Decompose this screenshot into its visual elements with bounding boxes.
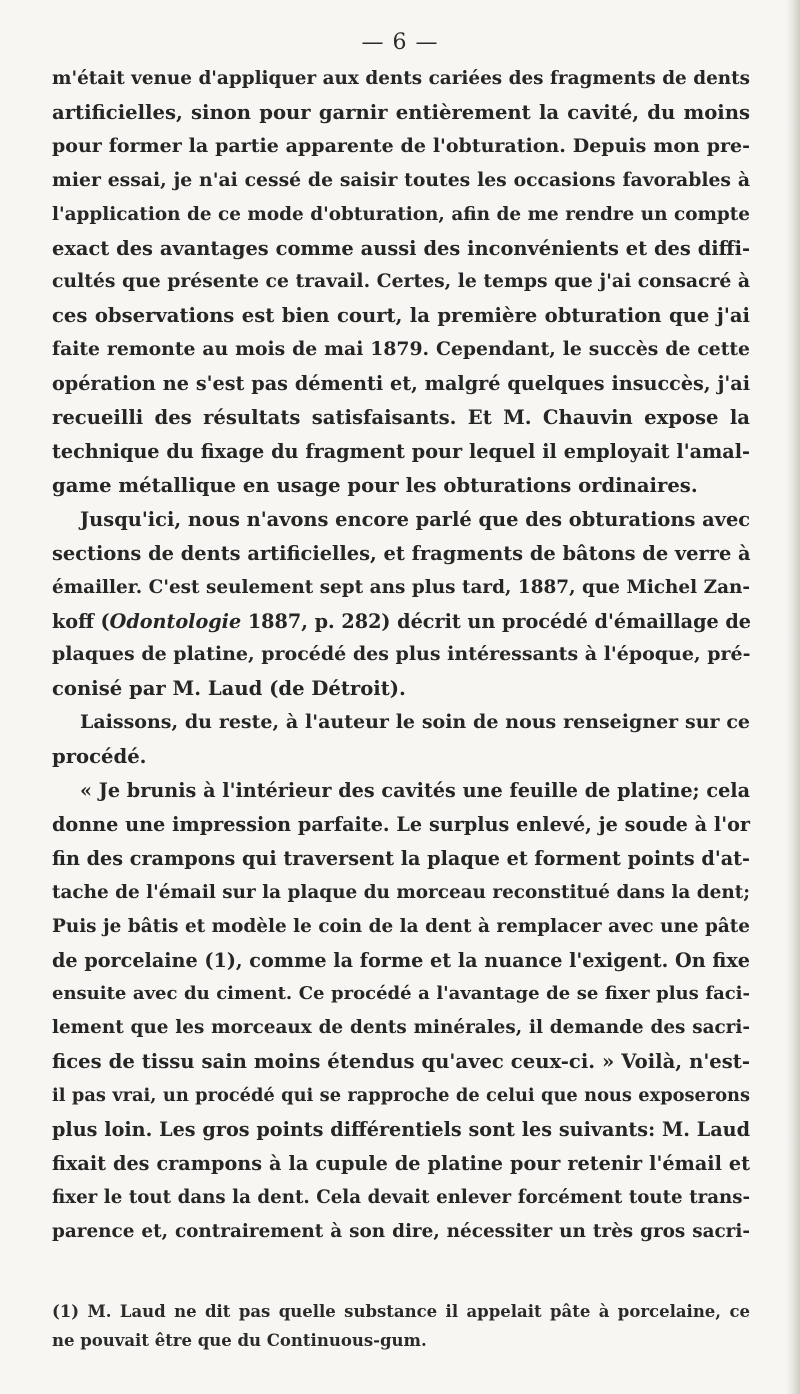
text-line: plus loin. Les gros points différentiels sont les suivants: M. Laud (52, 1118, 750, 1142)
text-line: ces observations est bien court, la première obturation que j'ai (52, 304, 750, 328)
text-line: faite remonte au mois de mai 1879. Cependant, le succès de cette (52, 338, 750, 361)
paragraph-3-cont (52, 740, 750, 774)
text-line: sections de dents artificielles, et fragments de bâtons de verre à (52, 541, 751, 565)
paragraph-4-quote (52, 774, 750, 808)
text-line: tache de l'émail sur la plaque du morceau reconstitué dans la dent; (52, 881, 750, 903)
text-line: cultés que présente ce travail. Certes, le temps que j'ai consacré à (52, 270, 751, 293)
text-line: donne une impression parfaite. Le surplus enlevé, je soude à l'or (52, 812, 750, 836)
paragraph-2-cont (52, 537, 750, 707)
paragraph-3 (52, 706, 750, 740)
text-line: exact des avantages comme aussi des inconvénients et des diffi- (52, 236, 750, 260)
page-edge-shadow (786, 0, 800, 1394)
text-line: pour former la partie apparente de l'obturation. Depuis mon pre- (52, 134, 750, 157)
text-line: ensuite avec du ciment. Ce procédé a l'avantage de se fixer plus faci- (52, 983, 750, 1005)
text-line: Puis je bâtis et modèle le coin de la dent à remplacer avec une pâte (52, 915, 750, 937)
text-line: Laissons, du reste, à l'auteur le soin de nous renseigner sur ce (80, 711, 750, 734)
text-line: m'était venue d'appliquer aux dents cariées des fragments de dents (52, 68, 750, 89)
text-line: lement que les morceaux de dents minérales, il demande des sacri- (52, 1017, 750, 1039)
text-line: émailler. C'est seulement sept ans plus tard, 1887, que Michel Zan- (52, 576, 750, 598)
text-line: fixer le tout dans la dent. Cela devait enlever forcément toute trans- (52, 1186, 750, 1208)
paragraph-2 (52, 503, 750, 537)
text-line: fixait des crampons à la cupule de platine pour retenir l'émail et (52, 1152, 750, 1175)
text-line: procédé. (52, 745, 147, 769)
footnote-line: (1) M. Laud ne dit pas quelle substance il appelait pâte à porcelaine, ce (52, 1302, 750, 1321)
text-line: game métallique en usage pour les obturations ordinaires. (52, 473, 698, 497)
text-line: artificielles, sinon pour garnir entièrement la cavité, du moins (52, 100, 750, 124)
text-line: conisé par M. Laud (de Détroit). (52, 677, 406, 701)
text-line: l'application de ce mode d'obturation, afin de me rendre un compte (52, 203, 750, 225)
text-line: Jusqu'ici, nous n'avons encore parlé que des obturations avec (80, 507, 751, 531)
text-line: recueilli des résultats satisfaisants. Et M. Chauvin expose la (52, 406, 750, 430)
journal-title: Odontologie (109, 609, 242, 633)
body-text (52, 62, 750, 1249)
text-line: parence et, contrairement à son dire, nécessiter un très gros sacri- (52, 1220, 750, 1242)
text-line: plaques de platine, procédé des plus intéressants à l'époque, pré- (52, 643, 751, 666)
text-line: koff (Odontologie 1887, p. 282) décrit un procédé d'émaillage de (52, 609, 751, 633)
text-line: technique du fixage du fragment pour lequel il employait l'amal- (52, 439, 750, 463)
page-number: — 6 — (361, 30, 439, 55)
footnote-line: ne pouvait être que du Continuous-gum. (52, 1331, 427, 1350)
text-line: opération ne s'est pas démenti et, malgré quelques insuccès, j'ai (52, 372, 750, 396)
text-line: « Je brunis à l'intérieur des cavités une feuille de platine; cela (80, 779, 750, 803)
text-line: il pas vrai, un procédé qui se rapproche de celui que nous exposerons (52, 1085, 750, 1107)
paragraph-4-cont (52, 808, 750, 1249)
footnote (52, 1297, 750, 1355)
text-line: de porcelaine (1), comme la forme et la nuance l'exigent. On fixe (52, 948, 750, 972)
paragraph-1 (52, 62, 750, 503)
text-line: fices de tissu sain moins étendus qu'avec ceux-ci. » Voilà, n'est- (52, 1050, 750, 1074)
text-line: fin des crampons qui traversent la plaque et forment points d'at- (52, 846, 750, 870)
text-line: mier essai, je n'ai cessé de saisir toutes les occasions favorables à (52, 168, 750, 191)
